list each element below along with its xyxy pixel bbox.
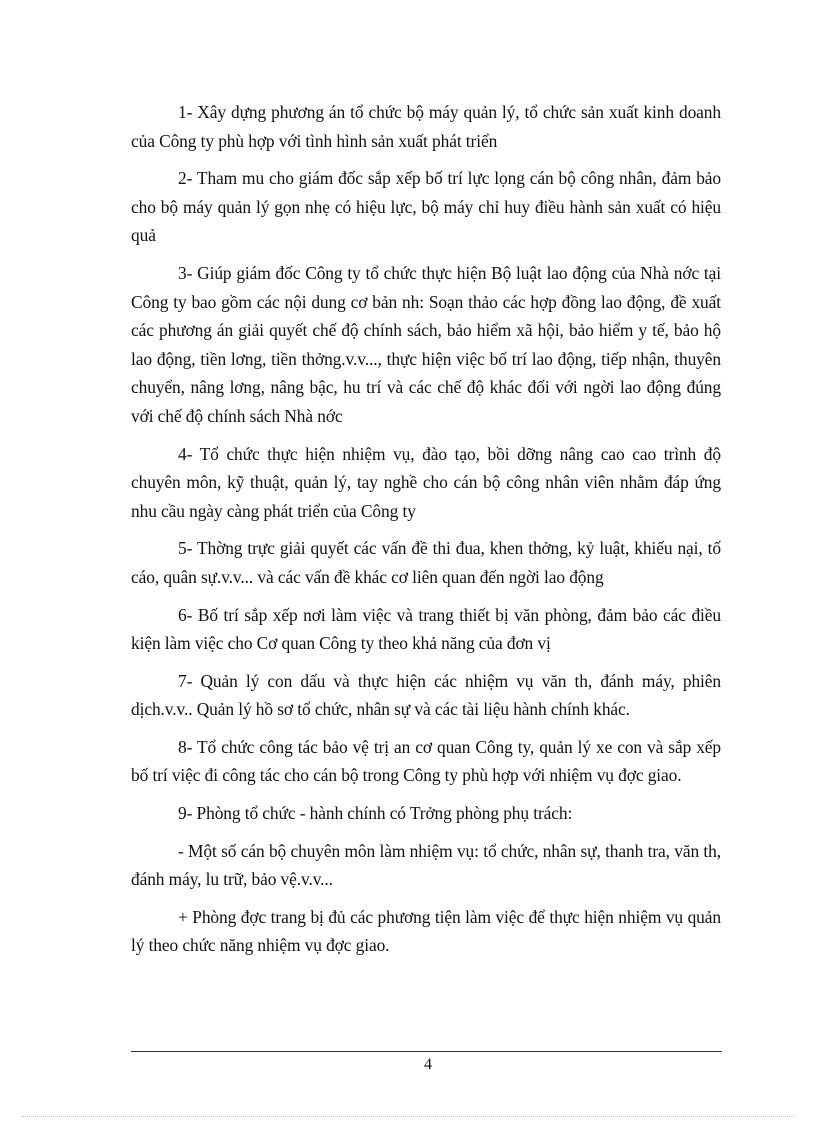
- paragraph-1: 1- Xây dựng phương án tổ chức bộ máy quản lý, tổ chức sản xuất kinh doanh của Công ty phù hợp với tình hình sản xuất phát triển: [131, 102, 721, 151]
- paragraph-11: + Phòng đợc trang bị đủ các phương tiện làm việc để thực hiện nhiệm vụ quản lý theo chức năng nhiệm vụ đợc giao.: [131, 906, 721, 956]
- paragraph-8: 8- Tổ chức công tác bảo vệ trị an cơ quan Công ty, quản lý xe con và sắp xếp bố trí việc đi công tác cho cán bộ trong Công ty phù hợp với nhiệm vụ đợc giao.: [131, 736, 721, 786]
- page-number: 4: [424, 1056, 432, 1073]
- paragraph-3: 3- Giúp giám đốc Công ty tổ chức thực hiện Bộ luật lao động của Nhà nớc tại Công ty bao gồm các nội dung cơ bản nh: Soạn thảo các hợp đồng lao động, đề xuất các phương án giải quyết chế độ chính sách, bảo hiểm xã hội, bảo hiểm y tế, bảo hộ lao động, tiền lơng, tiền thởng.v.v..., thực hiện việc bố trí lao động, tiếp nhận, thuyên chuyển, nâng lơng, nâng bậc, hu trí và các chế độ khác đối với ngời lao động đúng với chế độ chính sách Nhà nớc: [131, 262, 721, 426]
- page-bottom-boundary: [22, 1116, 794, 1117]
- paragraph-6: 6- Bố trí sắp xếp nơi làm việc và trang thiết bị văn phòng, đảm bảo các điều kiện làm việc cho Cơ quan Công ty theo khả năng của đơn vị: [131, 604, 721, 654]
- footer-divider: [131, 1051, 722, 1052]
- paragraph-2: 2- Tham mu cho giám đốc sắp xếp bố trí lực lọng cán bộ công nhân, đảm bảo cho bộ máy quản lý gọn nhẹ có hiệu lực, bộ máy chỉ huy điều hành sản xuất có hiệu quả: [131, 168, 721, 246]
- paragraph-5: 5- Thờng trực giải quyết các vấn đề thi đua, khen thởng, kỷ luật, khiếu nại, tố cáo, quân sự.v.v... và các vấn đề khác cơ liên quan đến ngời lao động: [131, 538, 721, 587]
- paragraph-10: - Một số cán bộ chuyên môn làm nhiệm vụ: tổ chức, nhân sự, thanh tra, văn th, đánh máy, lu trữ, bảo vệ.v.v...: [131, 840, 721, 890]
- paragraph-9: 9- Phòng tổ chức - hành chính có Trởng phòng phụ trách:: [178, 803, 573, 824]
- page-body: [131, 98, 721, 969]
- paragraph-4: 4- Tổ chức thực hiện nhiệm vụ, đào tạo, bồi dỡng nâng cao cao trình độ chuyên môn, kỹ thuật, quản lý, tay nghề cho cán bộ công nhân viên nhằm đáp ứng nhu cầu ngày càng phát triển của Công ty: [131, 443, 721, 521]
- paragraph-7: 7- Quản lý con dấu và thực hiện các nhiệm vụ văn th, đánh máy, phiên dịch.v.v.. Quản lý hồ sơ tổ chức, nhân sự và các tài liệu hành chính khác.: [131, 670, 721, 720]
